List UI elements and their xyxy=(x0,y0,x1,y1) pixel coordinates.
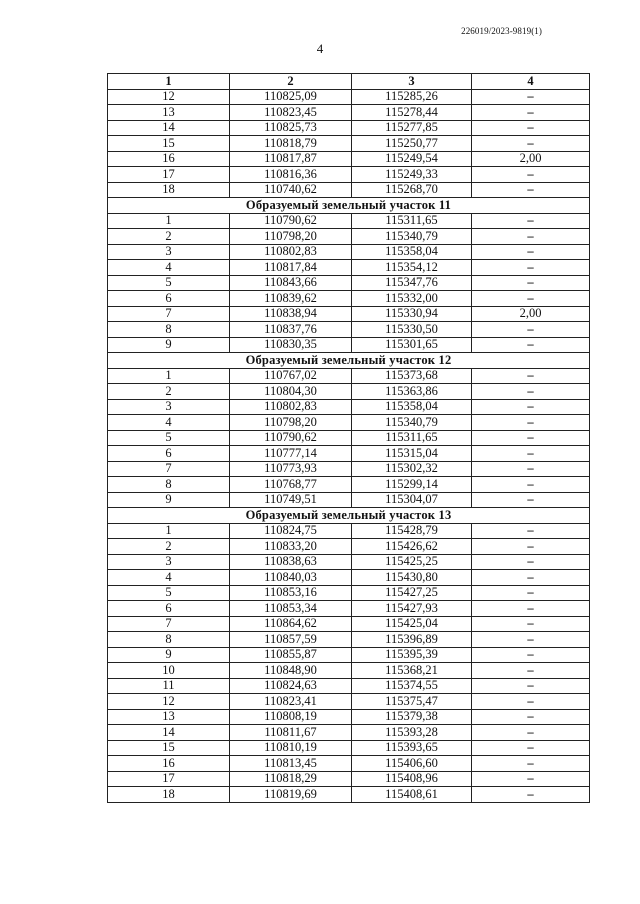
x-coordinate-cell: 110840,03 xyxy=(230,570,352,586)
y-coordinate-cell: 115285,26 xyxy=(352,89,472,105)
table-row xyxy=(108,570,590,586)
accuracy-cell: – xyxy=(472,740,590,756)
y-coordinate-cell: 115249,54 xyxy=(352,151,472,167)
accuracy-cell: – xyxy=(472,89,590,105)
point-number-cell: 8 xyxy=(108,632,230,648)
accuracy-cell: – xyxy=(472,461,590,477)
accuracy-cell: – xyxy=(472,213,590,229)
accuracy-cell: – xyxy=(472,787,590,803)
table-body xyxy=(108,89,590,802)
point-number-cell: 8 xyxy=(108,322,230,338)
x-coordinate-cell: 110773,93 xyxy=(230,461,352,477)
point-number-cell: 13 xyxy=(108,105,230,121)
y-coordinate-cell: 115302,32 xyxy=(352,461,472,477)
y-coordinate-cell: 115425,25 xyxy=(352,554,472,570)
point-number-cell: 15 xyxy=(108,740,230,756)
x-coordinate-cell: 110838,94 xyxy=(230,306,352,322)
point-number-cell: 4 xyxy=(108,415,230,431)
table-row xyxy=(108,771,590,787)
point-number-cell: 10 xyxy=(108,663,230,679)
table-row xyxy=(108,306,590,322)
x-coordinate-cell: 110817,84 xyxy=(230,260,352,276)
y-coordinate-cell: 115363,86 xyxy=(352,384,472,400)
table-row xyxy=(108,151,590,167)
point-number-cell: 13 xyxy=(108,709,230,725)
section-header-row xyxy=(108,198,590,214)
y-coordinate-cell: 115425,04 xyxy=(352,616,472,632)
y-coordinate-cell: 115340,79 xyxy=(352,415,472,431)
accuracy-cell: – xyxy=(472,678,590,694)
accuracy-cell: – xyxy=(472,167,590,183)
point-number-cell: 14 xyxy=(108,120,230,136)
y-coordinate-cell: 115393,65 xyxy=(352,740,472,756)
x-coordinate-cell: 110830,35 xyxy=(230,337,352,353)
x-coordinate-cell: 110804,30 xyxy=(230,384,352,400)
x-coordinate-cell: 110823,45 xyxy=(230,105,352,121)
y-coordinate-cell: 115374,55 xyxy=(352,678,472,694)
y-coordinate-cell: 115330,94 xyxy=(352,306,472,322)
point-number-cell: 1 xyxy=(108,523,230,539)
y-coordinate-cell: 115427,93 xyxy=(352,601,472,617)
x-coordinate-cell: 110802,83 xyxy=(230,399,352,415)
table-row xyxy=(108,399,590,415)
table-row xyxy=(108,368,590,384)
page-number: 4 xyxy=(316,41,324,56)
accuracy-cell: – xyxy=(472,384,590,400)
table-row xyxy=(108,585,590,601)
accuracy-cell: – xyxy=(472,554,590,570)
table-row xyxy=(108,136,590,152)
y-coordinate-cell: 115430,80 xyxy=(352,570,472,586)
table-row xyxy=(108,756,590,772)
table-row xyxy=(108,415,590,431)
coordinates-table xyxy=(107,73,590,803)
y-coordinate-cell: 115311,65 xyxy=(352,213,472,229)
accuracy-cell: – xyxy=(472,756,590,772)
point-number-cell: 7 xyxy=(108,461,230,477)
table-row xyxy=(108,523,590,539)
column-header: 1 xyxy=(108,74,230,90)
table-row xyxy=(108,229,590,245)
accuracy-cell: – xyxy=(472,322,590,338)
point-number-cell: 6 xyxy=(108,446,230,462)
x-coordinate-cell: 110855,87 xyxy=(230,647,352,663)
accuracy-cell: – xyxy=(472,120,590,136)
y-coordinate-cell: 115368,21 xyxy=(352,663,472,679)
table-row xyxy=(108,384,590,400)
table-row xyxy=(108,709,590,725)
accuracy-cell: – xyxy=(472,430,590,446)
point-number-cell: 5 xyxy=(108,585,230,601)
x-coordinate-cell: 110833,20 xyxy=(230,539,352,555)
accuracy-cell: – xyxy=(472,492,590,508)
x-coordinate-cell: 110839,62 xyxy=(230,291,352,307)
y-coordinate-cell: 115249,33 xyxy=(352,167,472,183)
y-coordinate-cell: 115393,28 xyxy=(352,725,472,741)
accuracy-cell: 2,00 xyxy=(472,306,590,322)
point-number-cell: 3 xyxy=(108,554,230,570)
table-row xyxy=(108,89,590,105)
table-row xyxy=(108,260,590,276)
accuracy-cell: – xyxy=(472,275,590,291)
x-coordinate-cell: 110768,77 xyxy=(230,477,352,493)
section-title: Образуемый земельный участок 12 xyxy=(108,353,590,369)
x-coordinate-cell: 110790,62 xyxy=(230,213,352,229)
x-coordinate-cell: 110857,59 xyxy=(230,632,352,648)
x-coordinate-cell: 110848,90 xyxy=(230,663,352,679)
x-coordinate-cell: 110740,62 xyxy=(230,182,352,198)
y-coordinate-cell: 115427,25 xyxy=(352,585,472,601)
point-number-cell: 4 xyxy=(108,570,230,586)
point-number-cell: 15 xyxy=(108,136,230,152)
table-row xyxy=(108,244,590,260)
accuracy-cell: 2,00 xyxy=(472,151,590,167)
y-coordinate-cell: 115406,60 xyxy=(352,756,472,772)
table-row xyxy=(108,182,590,198)
y-coordinate-cell: 115332,00 xyxy=(352,291,472,307)
y-coordinate-cell: 115311,65 xyxy=(352,430,472,446)
x-coordinate-cell: 110843,66 xyxy=(230,275,352,291)
point-number-cell: 11 xyxy=(108,678,230,694)
column-header: 2 xyxy=(230,74,352,90)
y-coordinate-cell: 115354,12 xyxy=(352,260,472,276)
y-coordinate-cell: 115375,47 xyxy=(352,694,472,710)
point-number-cell: 17 xyxy=(108,167,230,183)
accuracy-cell: – xyxy=(472,601,590,617)
accuracy-cell: – xyxy=(472,647,590,663)
point-number-cell: 5 xyxy=(108,275,230,291)
table-row xyxy=(108,167,590,183)
y-coordinate-cell: 115301,65 xyxy=(352,337,472,353)
x-coordinate-cell: 110798,20 xyxy=(230,229,352,245)
y-coordinate-cell: 115428,79 xyxy=(352,523,472,539)
point-number-cell: 3 xyxy=(108,244,230,260)
y-coordinate-cell: 115268,70 xyxy=(352,182,472,198)
point-number-cell: 12 xyxy=(108,89,230,105)
x-coordinate-cell: 110864,62 xyxy=(230,616,352,632)
table-row xyxy=(108,616,590,632)
x-coordinate-cell: 110810,19 xyxy=(230,740,352,756)
y-coordinate-cell: 115330,50 xyxy=(352,322,472,338)
table-row xyxy=(108,539,590,555)
accuracy-cell: – xyxy=(472,136,590,152)
x-coordinate-cell: 110777,14 xyxy=(230,446,352,462)
table-row xyxy=(108,725,590,741)
accuracy-cell: – xyxy=(472,616,590,632)
point-number-cell: 18 xyxy=(108,182,230,198)
x-coordinate-cell: 110808,19 xyxy=(230,709,352,725)
table-row xyxy=(108,647,590,663)
table-header-row xyxy=(108,74,590,90)
accuracy-cell: – xyxy=(472,337,590,353)
accuracy-cell: – xyxy=(472,585,590,601)
y-coordinate-cell: 115358,04 xyxy=(352,244,472,260)
x-coordinate-cell: 110790,62 xyxy=(230,430,352,446)
point-number-cell: 17 xyxy=(108,771,230,787)
table-row xyxy=(108,120,590,136)
accuracy-cell: – xyxy=(472,182,590,198)
point-number-cell: 2 xyxy=(108,229,230,245)
table-row xyxy=(108,461,590,477)
accuracy-cell: – xyxy=(472,523,590,539)
accuracy-cell: – xyxy=(472,244,590,260)
x-coordinate-cell: 110813,45 xyxy=(230,756,352,772)
table-row xyxy=(108,105,590,121)
x-coordinate-cell: 110818,79 xyxy=(230,136,352,152)
point-number-cell: 3 xyxy=(108,399,230,415)
y-coordinate-cell: 115299,14 xyxy=(352,477,472,493)
table-row xyxy=(108,678,590,694)
point-number-cell: 9 xyxy=(108,647,230,663)
y-coordinate-cell: 115250,77 xyxy=(352,136,472,152)
y-coordinate-cell: 115277,85 xyxy=(352,120,472,136)
table-row xyxy=(108,291,590,307)
table-row xyxy=(108,601,590,617)
x-coordinate-cell: 110817,87 xyxy=(230,151,352,167)
y-coordinate-cell: 115373,68 xyxy=(352,368,472,384)
section-header-row xyxy=(108,508,590,524)
x-coordinate-cell: 110824,75 xyxy=(230,523,352,539)
x-coordinate-cell: 110823,41 xyxy=(230,694,352,710)
y-coordinate-cell: 115340,79 xyxy=(352,229,472,245)
y-coordinate-cell: 115395,39 xyxy=(352,647,472,663)
table-row xyxy=(108,477,590,493)
point-number-cell: 9 xyxy=(108,337,230,353)
accuracy-cell: – xyxy=(472,229,590,245)
accuracy-cell: – xyxy=(472,399,590,415)
x-coordinate-cell: 110838,63 xyxy=(230,554,352,570)
section-title: Образуемый земельный участок 11 xyxy=(108,198,590,214)
table-row xyxy=(108,663,590,679)
accuracy-cell: – xyxy=(472,663,590,679)
x-coordinate-cell: 110818,29 xyxy=(230,771,352,787)
point-number-cell: 4 xyxy=(108,260,230,276)
point-number-cell: 9 xyxy=(108,492,230,508)
document-number: 226019/2023-9819(1) xyxy=(461,26,542,36)
section-title: Образуемый земельный участок 13 xyxy=(108,508,590,524)
x-coordinate-cell: 110853,34 xyxy=(230,601,352,617)
point-number-cell: 12 xyxy=(108,694,230,710)
x-coordinate-cell: 110749,51 xyxy=(230,492,352,508)
table-row xyxy=(108,492,590,508)
point-number-cell: 7 xyxy=(108,306,230,322)
y-coordinate-cell: 115315,04 xyxy=(352,446,472,462)
x-coordinate-cell: 110825,09 xyxy=(230,89,352,105)
y-coordinate-cell: 115408,96 xyxy=(352,771,472,787)
table-row xyxy=(108,275,590,291)
accuracy-cell: – xyxy=(472,570,590,586)
x-coordinate-cell: 110853,16 xyxy=(230,585,352,601)
y-coordinate-cell: 115379,38 xyxy=(352,709,472,725)
point-number-cell: 16 xyxy=(108,756,230,772)
x-coordinate-cell: 110802,83 xyxy=(230,244,352,260)
table-row xyxy=(108,322,590,338)
accuracy-cell: – xyxy=(472,291,590,307)
y-coordinate-cell: 115396,89 xyxy=(352,632,472,648)
point-number-cell: 1 xyxy=(108,368,230,384)
accuracy-cell: – xyxy=(472,446,590,462)
x-coordinate-cell: 110767,02 xyxy=(230,368,352,384)
point-number-cell: 2 xyxy=(108,384,230,400)
y-coordinate-cell: 115347,76 xyxy=(352,275,472,291)
accuracy-cell: – xyxy=(472,477,590,493)
x-coordinate-cell: 110798,20 xyxy=(230,415,352,431)
point-number-cell: 8 xyxy=(108,477,230,493)
y-coordinate-cell: 115408,61 xyxy=(352,787,472,803)
x-coordinate-cell: 110816,36 xyxy=(230,167,352,183)
point-number-cell: 5 xyxy=(108,430,230,446)
x-coordinate-cell: 110825,73 xyxy=(230,120,352,136)
x-coordinate-cell: 110837,76 xyxy=(230,322,352,338)
table-row xyxy=(108,740,590,756)
y-coordinate-cell: 115278,44 xyxy=(352,105,472,121)
accuracy-cell: – xyxy=(472,539,590,555)
column-header: 3 xyxy=(352,74,472,90)
table-row xyxy=(108,694,590,710)
table-row xyxy=(108,632,590,648)
y-coordinate-cell: 115358,04 xyxy=(352,399,472,415)
y-coordinate-cell: 115426,62 xyxy=(352,539,472,555)
table-row xyxy=(108,213,590,229)
column-header: 4 xyxy=(472,74,590,90)
point-number-cell: 6 xyxy=(108,601,230,617)
point-number-cell: 14 xyxy=(108,725,230,741)
accuracy-cell: – xyxy=(472,771,590,787)
table-row xyxy=(108,337,590,353)
accuracy-cell: – xyxy=(472,694,590,710)
x-coordinate-cell: 110819,69 xyxy=(230,787,352,803)
accuracy-cell: – xyxy=(472,105,590,121)
table-row xyxy=(108,430,590,446)
x-coordinate-cell: 110811,67 xyxy=(230,725,352,741)
x-coordinate-cell: 110824,63 xyxy=(230,678,352,694)
accuracy-cell: – xyxy=(472,368,590,384)
section-header-row xyxy=(108,353,590,369)
point-number-cell: 6 xyxy=(108,291,230,307)
point-number-cell: 18 xyxy=(108,787,230,803)
point-number-cell: 7 xyxy=(108,616,230,632)
accuracy-cell: – xyxy=(472,260,590,276)
point-number-cell: 2 xyxy=(108,539,230,555)
accuracy-cell: – xyxy=(472,632,590,648)
point-number-cell: 1 xyxy=(108,213,230,229)
table-row xyxy=(108,446,590,462)
table-row xyxy=(108,554,590,570)
point-number-cell: 16 xyxy=(108,151,230,167)
y-coordinate-cell: 115304,07 xyxy=(352,492,472,508)
table-row xyxy=(108,787,590,803)
accuracy-cell: – xyxy=(472,709,590,725)
accuracy-cell: – xyxy=(472,415,590,431)
accuracy-cell: – xyxy=(472,725,590,741)
